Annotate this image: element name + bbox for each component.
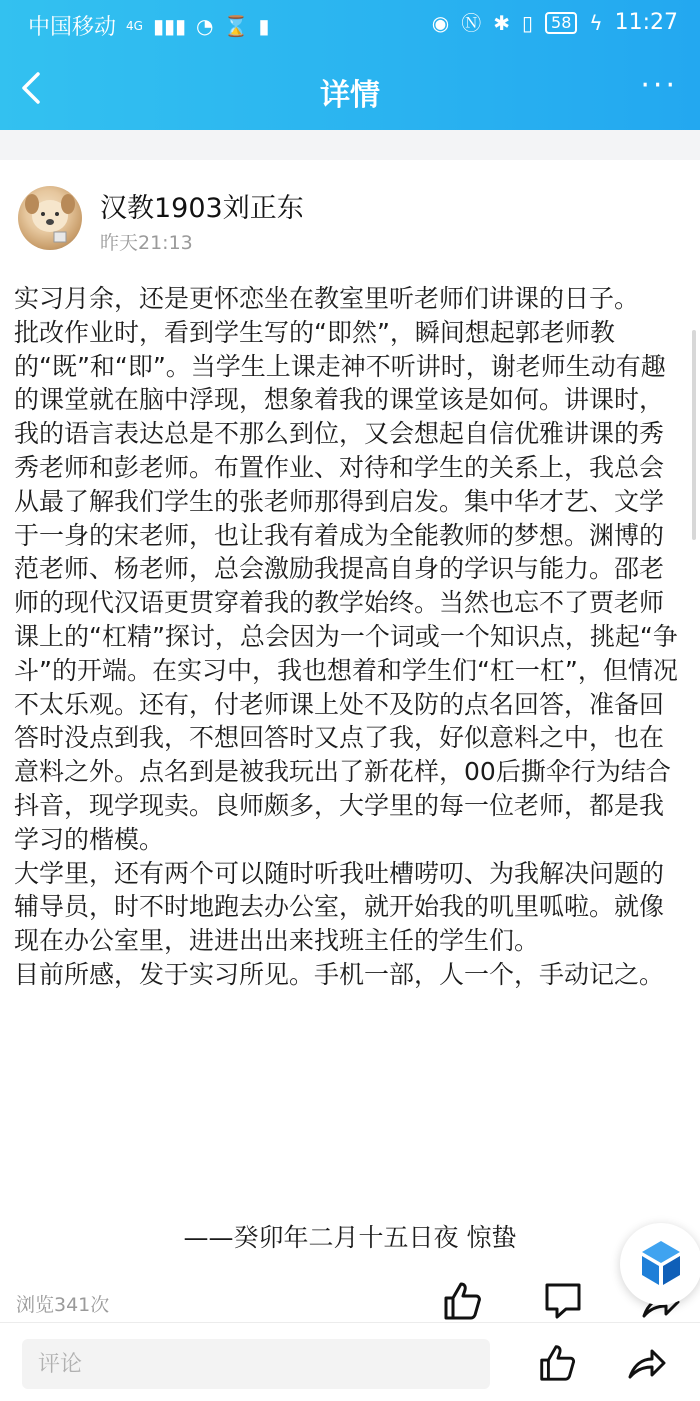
network-label: 4G — [126, 18, 143, 33]
floating-action-button[interactable] — [620, 1223, 700, 1305]
comment-icon — [542, 1280, 584, 1322]
floating-cube-icon — [620, 1223, 700, 1305]
bottom-share-button[interactable] — [626, 1343, 666, 1387]
scrollbar[interactable] — [692, 330, 696, 540]
author-name[interactable]: 汉教1903刘正东 — [100, 193, 304, 224]
clock: 11:27 — [614, 10, 678, 35]
notification-icon: ▮ — [258, 13, 270, 38]
bottom-bar — [0, 1322, 700, 1401]
charging-icon: ϟ — [589, 10, 603, 35]
comment-button[interactable] — [542, 1280, 584, 1326]
post-signature: ——癸卯年二月十五日夜 惊蛰 — [183, 1223, 517, 1252]
more-icon: ··· — [640, 68, 678, 103]
more-button[interactable] — [640, 68, 678, 103]
post-paragraph: 实习月余，还是更怀恋坐在教室里听老师们讲课的日子。 — [14, 284, 640, 313]
view-count: 浏览341次 — [16, 1294, 110, 1316]
signal-icon: ▮▮▮ — [152, 13, 186, 38]
like-icon — [536, 1341, 578, 1383]
share-icon — [626, 1343, 666, 1383]
carrier-label: 中国移动 — [28, 15, 117, 40]
avatar[interactable] — [18, 186, 82, 250]
eye-icon: ◉ — [431, 10, 450, 35]
dog-avatar-image — [18, 186, 82, 250]
comment-input[interactable] — [22, 1339, 490, 1389]
vibrate-icon: ▯ — [522, 10, 534, 35]
status-bar — [0, 0, 700, 48]
hourglass-icon: ⌛ — [223, 13, 249, 38]
post-paragraph: 目前所感，发于实习所见。手机一部，人一个，手动记之。 — [14, 959, 665, 989]
header-bar — [0, 48, 700, 130]
page-title: 详情 — [320, 78, 380, 113]
like-icon — [440, 1278, 484, 1322]
bottom-like-button[interactable] — [536, 1341, 578, 1387]
nfc-icon: Ⓝ — [461, 10, 482, 35]
post-time: 昨天21:13 — [100, 232, 193, 254]
like-button[interactable] — [440, 1278, 484, 1326]
battery-icon: 58 — [545, 12, 577, 34]
wifi-icon: ◔ — [195, 13, 214, 38]
bluetooth-icon: ✱ — [493, 10, 511, 35]
post-detail — [0, 160, 700, 1322]
post-paragraph: 批改作业时，看到学生写的“即然”，瞬间想起郭老师教的“既”和“即”。当学生上课走神不听讲时，谢老师生动有趣的课堂就在脑中浮现，想象着我的课堂该是如何。讲课时，我的语言表达总是不那么到位，又会想起自信优雅讲课的秀秀老师和彭老师。布置作业、对待和学生的关系上，我总会从最了解我们学生的张老师那得到启发。集中华才艺、文学于一身的宋老师，也让我有着成为全能教师的梦想。渊博的范老师、杨老师，总会激励我提高自身的学识与能力。邵老师的现代汉语更贯穿着我的教学始终。当然也忘不了贾老师课上的“杠精”探讨，总会因为一个词或一个知识点，挑起“争斗”的开端。在实习中，我也想着和学生们“杠一杠”，但情况不太乐观。还有，付老师课上处不及防的点名回答，准备回答时没点到我，不想回答时又点了我，好似意料之中，也在意料之外。点名到是被我玩出了新花样，00后撕伞行为结合抖音，现学现卖。良师颇多，大学里的每一位老师，都是我学习的楷模。 — [14, 317, 678, 854]
post-paragraph: 大学里，还有两个可以随时听我吐槽唠叨、为我解决问题的辅导员，时不时地跑去办公室，就开始我的叽里呱啦。就像现在办公室里，进进出出来找班主任的学生们。 — [14, 858, 665, 956]
post-body — [14, 282, 686, 992]
